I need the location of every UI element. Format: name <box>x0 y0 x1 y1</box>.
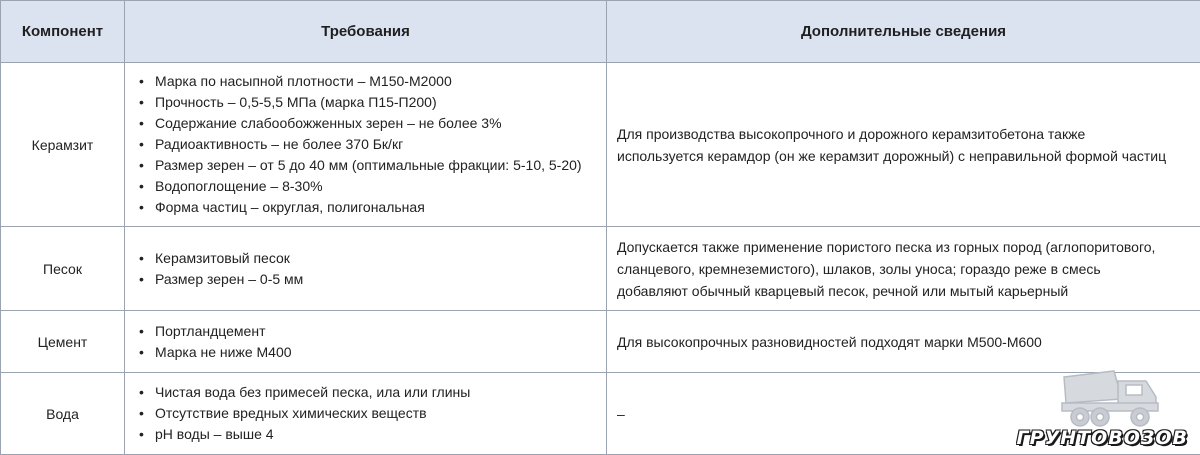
component-cell: Цемент <box>1 311 125 373</box>
list-item: • Керамзитовый песок <box>155 248 600 269</box>
info-line: Для производства высокопрочного и дорожного керамзитобетона также <box>617 123 1192 145</box>
table-row <box>1 227 1200 311</box>
info-cell <box>607 63 1200 227</box>
info-line: Для высокопрочных разновидностей подходят марки М500-М600 <box>617 331 1192 353</box>
list-item: • Радиоактивность – не более 370 Бк/кг <box>155 134 600 155</box>
requirements-list <box>135 382 600 445</box>
list-item: • Форма частиц – округлая, полигональная <box>155 197 600 218</box>
table-row <box>1 311 1200 373</box>
watermark-text: ГРУНТОВОЗОВ <box>1017 427 1188 449</box>
component-cell: Вода <box>1 373 125 455</box>
info-cell <box>607 227 1200 311</box>
list-item: • Портландцемент <box>155 321 600 342</box>
list-item: • Размер зерен – 0-5 мм <box>155 269 600 290</box>
list-item: • Содержание слабообожженных зерен – не более 3% <box>155 113 600 134</box>
list-item: • Чистая вода без примесей песка, ила или глины <box>155 382 600 403</box>
list-item: • Прочность – 0,5-5,5 МПа (марка П15-П200) <box>155 92 600 113</box>
watermark-logo <box>1038 367 1188 449</box>
requirements-list <box>135 321 600 363</box>
requirements-list <box>135 71 600 218</box>
info-line: Допускается также применение пористого песка из горных пород (аглопоритового, <box>617 236 1192 258</box>
list-item: • pH воды – выше 4 <box>155 424 600 445</box>
table-row <box>1 63 1200 227</box>
info-cell <box>607 311 1200 373</box>
header-component: Компонент <box>1 1 125 63</box>
info-line: сланцевого, кремнеземистого), шлаков, золы уноса; гораздо реже в смесь <box>617 258 1192 280</box>
requirements-list <box>135 248 600 290</box>
requirements-cell <box>125 227 607 311</box>
header-additional: Дополнительные сведения <box>607 1 1200 63</box>
info-line: используется керамдор (он же керамзит дорожный) с неправильной формой частиц <box>617 145 1192 167</box>
dump-truck-icon <box>1056 367 1166 429</box>
requirements-cell <box>125 63 607 227</box>
table-header-row <box>1 1 1200 63</box>
component-cell: Керамзит <box>1 63 125 227</box>
header-requirements: Требования <box>125 1 607 63</box>
requirements-cell <box>125 311 607 373</box>
list-item: • Марка по насыпной плотности – М150-М2000 <box>155 71 600 92</box>
list-item: • Отсутствие вредных химических веществ <box>155 403 600 424</box>
list-item: • Марка не ниже М400 <box>155 342 600 363</box>
component-cell: Песок <box>1 227 125 311</box>
list-item: • Водопоглощение – 8-30% <box>155 176 600 197</box>
info-line: – <box>617 403 1192 425</box>
info-line: добавляют обычный кварцевый песок, речной или мытый карьерный <box>617 280 1192 302</box>
list-item: • Размер зерен – от 5 до 40 мм (оптимальные фракции: 5-10, 5-20) <box>155 155 600 176</box>
requirements-cell <box>125 373 607 455</box>
